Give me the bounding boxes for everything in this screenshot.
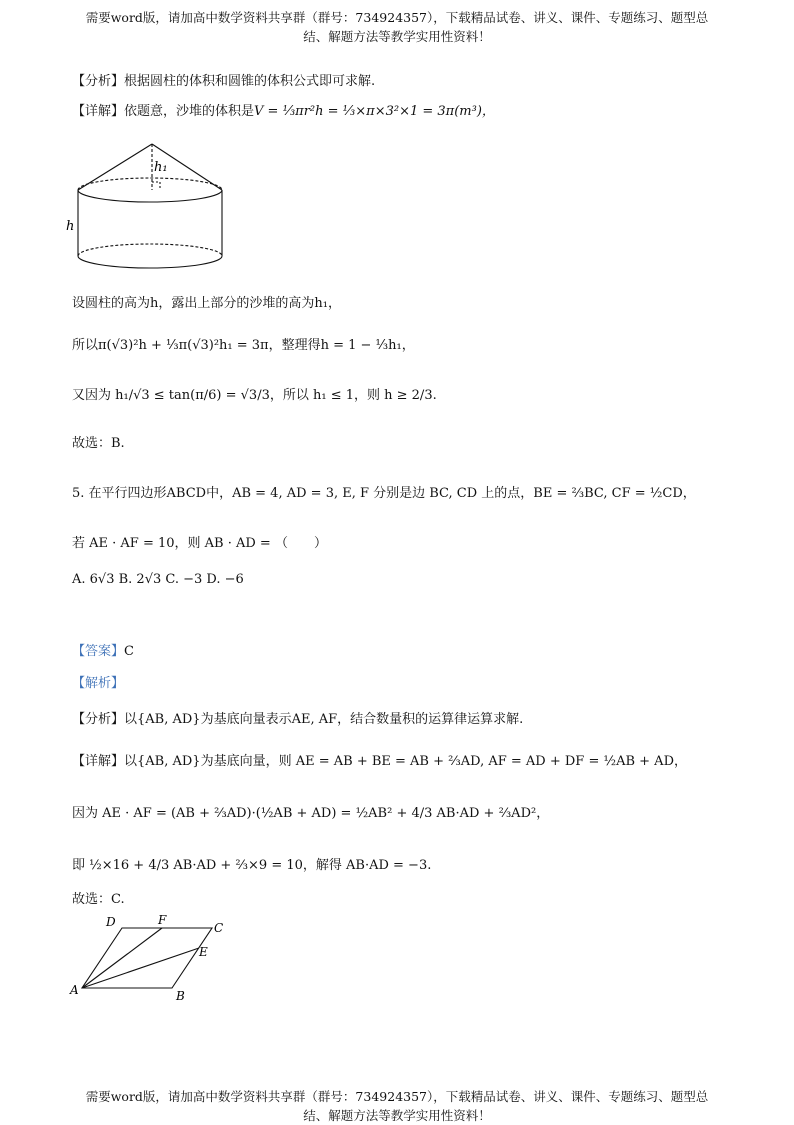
- label-E: E: [199, 945, 208, 959]
- label-A: A: [70, 983, 79, 997]
- q4-because-line: 又因为 h₁/√3 ≤ tan(π/6) = √3/3，所以 h₁ ≤ 1，则 h ≥ 2/3.: [72, 388, 437, 403]
- q4-analysis: [72, 70, 375, 89]
- answer-tag: 【答案】: [72, 644, 125, 659]
- q5-options: A. 6√3 B. 2√3 C. −3 D. −6: [72, 572, 244, 587]
- label-h1: h₁: [154, 160, 168, 175]
- detail-tag: 【详解】: [72, 104, 125, 119]
- q5-stem-line-1: 5. 在平行四边形ABCD中，AB = 4, AD = 3, E, F 分别是边 BC, CD 上的点，BE = ⅔BC, CF = ½CD，: [72, 486, 696, 501]
- page-footer: [60, 1087, 734, 1125]
- answer-value: C: [124, 644, 134, 659]
- header-line-1: 需要word版，请加高中数学资料共享群（群号：734924357），下载精品试卷、讲义、课件、专题练习、题型总: [85, 10, 709, 25]
- q5-because-line: 因为 AE · AF = (AB + ⅔AD)·(½AB + AD) = ½AB² + 4/3 AB·AD + ⅔AD²，: [72, 806, 550, 821]
- q5-stem-line-2: 若 AE · AF = 10，则 AB · AD = （ ）: [72, 536, 327, 551]
- cone-cylinder-figure: [66, 138, 236, 278]
- parallelogram-figure: [66, 908, 236, 1003]
- label-C: C: [214, 921, 224, 935]
- label-D: D: [106, 915, 116, 929]
- analysis-text: 根据圆柱的体积和圆锥的体积公式即可求解.: [124, 74, 376, 89]
- analysis-tag: 【分析】: [72, 712, 125, 727]
- q5-answer: [72, 640, 134, 659]
- q4-so-line: 所以π(√3)²h + ⅓π(√3)²h₁ = 3π，整理得h = 1 − ⅓h₁，: [72, 338, 415, 353]
- detail-tag: 【详解】: [72, 754, 125, 769]
- q5-choice: 故选：C.: [72, 892, 125, 907]
- header-line-2: 结、解题方法等教学实用性资料！: [303, 29, 491, 44]
- volume-formula: V = ⅓πr²h = ⅓×π×3²×1 = 3π(m³)，: [254, 104, 495, 119]
- analysis-tag: 【分析】: [72, 74, 125, 89]
- q4-set-line: 设圆柱的高为h，露出上部分的沙堆的高为h₁，: [72, 296, 341, 311]
- analysis-text: 以{AB, AD}为基底向量表示AE, AF，结合数量积的运算律运算求解.: [124, 712, 524, 727]
- q5-detail: [72, 750, 687, 769]
- label-h: h: [66, 219, 75, 234]
- q4-detail: [72, 100, 495, 119]
- q5-explain-tag: 【解析】: [72, 676, 125, 691]
- label-B: B: [176, 989, 185, 1003]
- q4-choice: 故选：B.: [72, 436, 125, 451]
- page-header: [60, 8, 734, 46]
- detail-text: 依题意，沙堆的体积是: [124, 104, 255, 119]
- footer-line-2: 结、解题方法等教学实用性资料！: [303, 1108, 491, 1123]
- label-F: F: [158, 913, 167, 927]
- detail-text: 以{AB, AD}为基底向量，则 AE = AB + BE = AB + ⅔AD, AF = AD + DF = ½AB + AD，: [124, 754, 687, 769]
- footer-line-1: 需要word版，请加高中数学资料共享群（群号：734924357），下载精品试卷、讲义、课件、专题练习、题型总: [85, 1089, 709, 1104]
- q5-ie-line: 即 ½×16 + 4/3 AB·AD + ⅔×9 = 10，解得 AB·AD = −3.: [72, 858, 432, 873]
- q5-analysis: [72, 708, 523, 727]
